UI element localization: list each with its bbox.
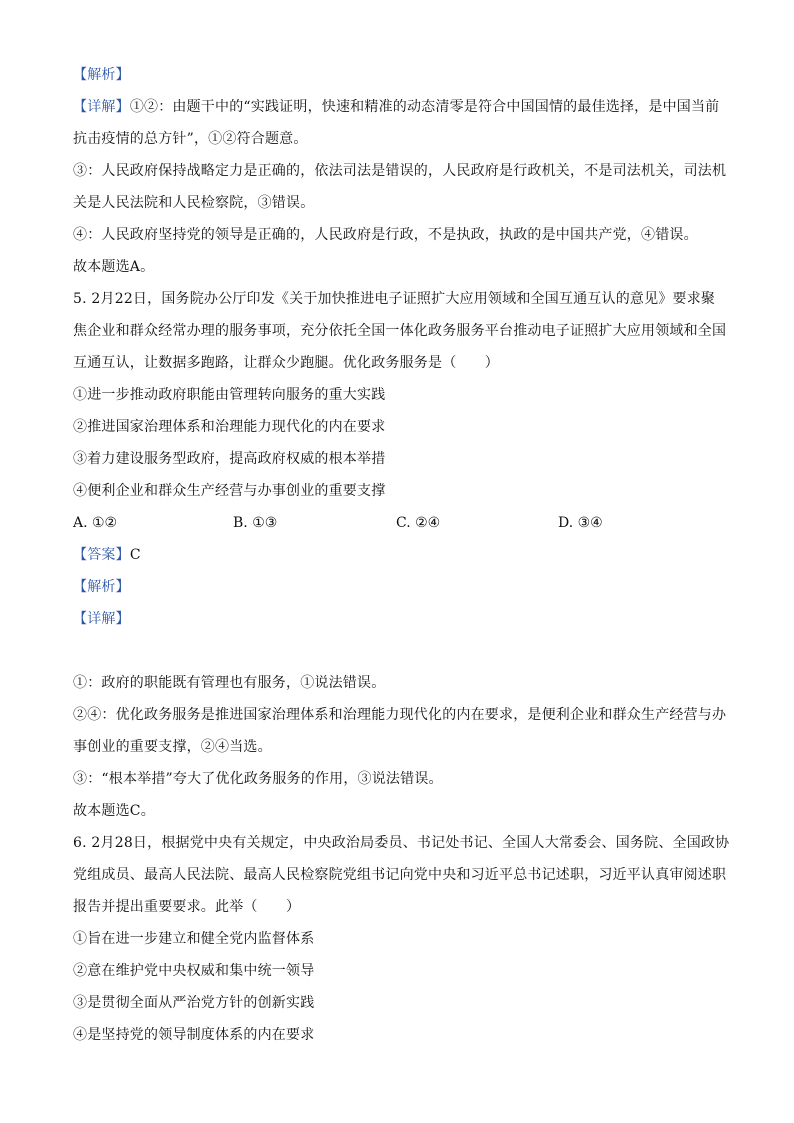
q6-statement-3: ③是贯彻全面从严治党方针的创新实践 — [73, 995, 315, 1011]
q6-statement-1: ①旨在进一步建立和健全党内监督体系 — [73, 931, 315, 947]
q5-explanation-3: ③：“根本举措”夸大了优化政务服务的作用，③说法错误。 — [73, 771, 443, 787]
q6-stem-line-3: 报告并提出重要要求。此举（ ） — [73, 899, 301, 915]
q5-stem-line-1: 5. 2月22日，国务院办公厅印发《关于加快推进电子证照扩大应用领域和全国互通互认的意见》要求聚 — [73, 291, 716, 307]
q5-option-b: B. ①③ — [233, 515, 278, 531]
q5-answer-line — [73, 545, 723, 565]
q5-detail-tag: 【详解】 — [73, 611, 130, 627]
q5-explanation-2-line-1: ②④：优化政务服务是推进国家治理体系和治理能力现代化的内在要求，是便利企业和群众生产经营与办 — [73, 707, 727, 723]
q5-analysis-tag: 【解析】 — [73, 579, 130, 595]
q5-option-c: C. ②④ — [396, 515, 441, 531]
q6-stem-line-2: 党组成员、最高人民法院、最高人民检察院党组书记向党中央和习近平总书记述职，习近平认真审阅述职 — [73, 867, 727, 883]
q5-explanation-1: ①：政府的职能既有管理也有服务，①说法错误。 — [73, 675, 386, 691]
q5-statement-2: ②推进国家治理体系和治理能力现代化的内在要求 — [73, 419, 386, 435]
q4-detail-line — [73, 97, 723, 117]
q6-statement-2: ②意在维护党中央权威和集中统一领导 — [73, 963, 315, 979]
q4-detail-text: ①②：由题干中的“实践证明，快速和精准的动态清零是符合中国国情的最佳选择，是中国当前 — [129, 99, 720, 115]
detail-tag: 【详解】 — [73, 99, 130, 115]
q4-conclusion: 故本题选A。 — [73, 259, 155, 275]
q4-item3-line-1: ③：人民政府保持战略定力是正确的，依法司法是错误的，人民政府是行政机关，不是司法机关，司法机 — [73, 163, 727, 179]
q5-explanation-2-line-2: 事创业的重要支撑，②④当选。 — [73, 739, 272, 755]
q5-statement-4: ④便利企业和群众生产经营与办事创业的重要支撑 — [73, 483, 386, 499]
q6-statement-4: ④是坚持党的领导制度体系的内在要求 — [73, 1027, 315, 1043]
analysis-tag: 【解析】 — [73, 67, 130, 83]
q4-item4-line: ④：人民政府坚持党的领导是正确的，人民政府是行政，不是执政，执政的是中国共产党，④错误。 — [73, 227, 698, 243]
q5-stem-line-3: 互通互认，让数据多跑路，让群众少跑腿。优化政务服务是（ ） — [73, 355, 499, 371]
q5-statement-3: ③着力建设服务型政府，提高政府权威的根本举措 — [73, 451, 386, 467]
q5-option-d: D. ③④ — [558, 515, 603, 531]
q5-answer-value: C — [129, 547, 141, 563]
q4-item3-line-2: 关是人民法院和人民检察院，③错误。 — [73, 195, 315, 211]
q5-statement-1: ①进一步推动政府职能由管理转向服务的重大实践 — [73, 387, 386, 403]
q4-detail-line-2: 抗击疫情的总方针”，①②符合题意。 — [73, 131, 308, 147]
q5-conclusion: 故本题选C。 — [73, 803, 155, 819]
answer-tag: 【答案】 — [73, 547, 130, 563]
q6-stem-line-1: 6. 2月28日，根据党中央有关规定，中央政治局委员、书记处书记、全国人大常委会、国务院、全国政协 — [73, 835, 730, 851]
q5-option-a: A. ①② — [73, 515, 118, 531]
q5-stem-line-2: 焦企业和群众经常办理的服务事项，充分依托全国一体化政务服务平台推动电子证照扩大应用领域和全国 — [73, 323, 727, 339]
